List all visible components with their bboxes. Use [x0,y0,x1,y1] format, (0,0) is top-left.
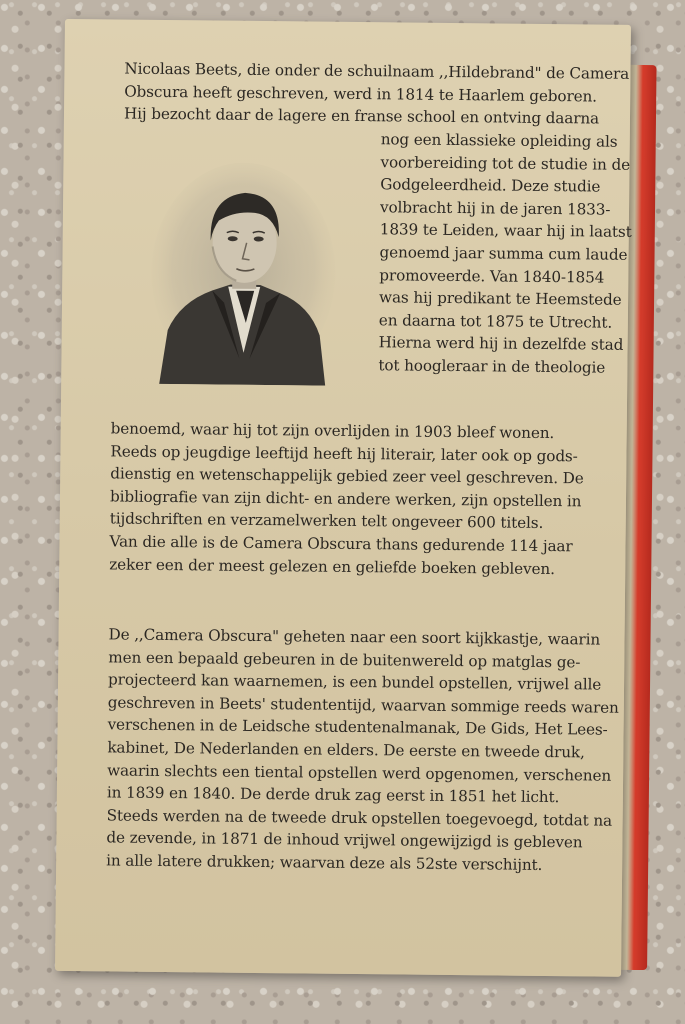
cover-page [55,19,631,977]
text-line: verschenen in de Leidsche studentenalmanak, De Gids, Het Lees- [107,715,608,740]
text-line: nog een klassieke opleiding als [380,130,618,151]
text-line: Hij bezocht daar de lagere en franse school en ontving daarna [123,104,600,128]
text-line: dienstig en wetenschappelijk gebied zeer veel geschreven. De [110,464,584,488]
text-line: genoemd jaar summa cum laude [379,243,628,264]
text-line: Van die alle is de Camera Obscura thans gedurende 114 jaar [109,532,573,556]
bio-paragraph-bottom [109,417,621,580]
text-line: in alle latere drukken; waarvan deze als 52ste verschijnt. [106,851,543,874]
text-line: Godgeleerdheid. Deze studie [380,175,601,196]
text-line: voorbereiding tot de studie in de [380,152,631,174]
text-line: Reeds op jeugdige leeftijd heeft hij literair, later ook op gods- [110,442,578,465]
text-line: De ,,Camera Obscura" geheten naar een soort kijkkastje, waarin [108,625,601,649]
text-line: bibliografie van zijn dicht- en andere werken, zijn opstellen in [109,487,582,511]
bio-paragraph-side [378,128,632,379]
engraved-portrait-icon [149,162,337,386]
text-line: projecteerd kan waarnemen, is een bundel opstellen, vrijwel alle [107,670,602,694]
text-line: volbracht hij in de jaren 1833- [379,198,611,219]
camera-obscura-paragraph [106,623,619,877]
text-line: zeker een der meest gelezen en geliefde boeken gebleven. [109,554,555,578]
bio-paragraph-top [123,58,630,131]
text-line: promoveerde. Van 1840-1854 [379,265,605,287]
text-line: tijdschriften en verzamelwerken telt ongeveer 600 titels. [109,509,544,533]
text-line: tot hoogleraar in de theologie [378,356,606,377]
text-line: benoemd, waar hij tot zijn overlijden in 1903 bleef wonen. [110,419,555,443]
text-line: de zevende, in 1871 de inhoud vrijwel ongewijzigd is gebleven [106,828,583,852]
text-line: 1839 te Leiden, waar hij in laatst [379,220,632,242]
text-line: Nicolaas Beets, die onder de schuilnaam ,,Hildebrand" de Camera [124,59,630,83]
text-line: Steeds werden na de tweede druk opstellen toegevoegd, totdat na [106,806,613,830]
text-line: was hij predikant te Heemstede [379,288,622,309]
text-line: kabinet, De Nederlanden en elders. De eerste en tweede druk, [107,738,585,762]
text-line: Obscura heeft geschreven, werd in 1814 te Haarlem geboren. [124,82,598,106]
text-line: men een bepaald gebeuren in de buitenwereld op matglas ge- [108,648,581,671]
book-back-cover [55,19,657,977]
text-line: waarin slechts een tiental opstellen werd opgenomen, verschenen [107,760,612,785]
text-line: in 1839 en 1840. De derde druk zag eerst in 1851 het licht. [106,783,560,807]
text-line: en daarna tot 1875 te Utrecht. [378,310,613,332]
text-line: geschreven in Beets' studententijd, waarvan sommige reeds waren [107,693,619,717]
text-line: Hierna werd hij in dezelfde stad [378,333,624,355]
